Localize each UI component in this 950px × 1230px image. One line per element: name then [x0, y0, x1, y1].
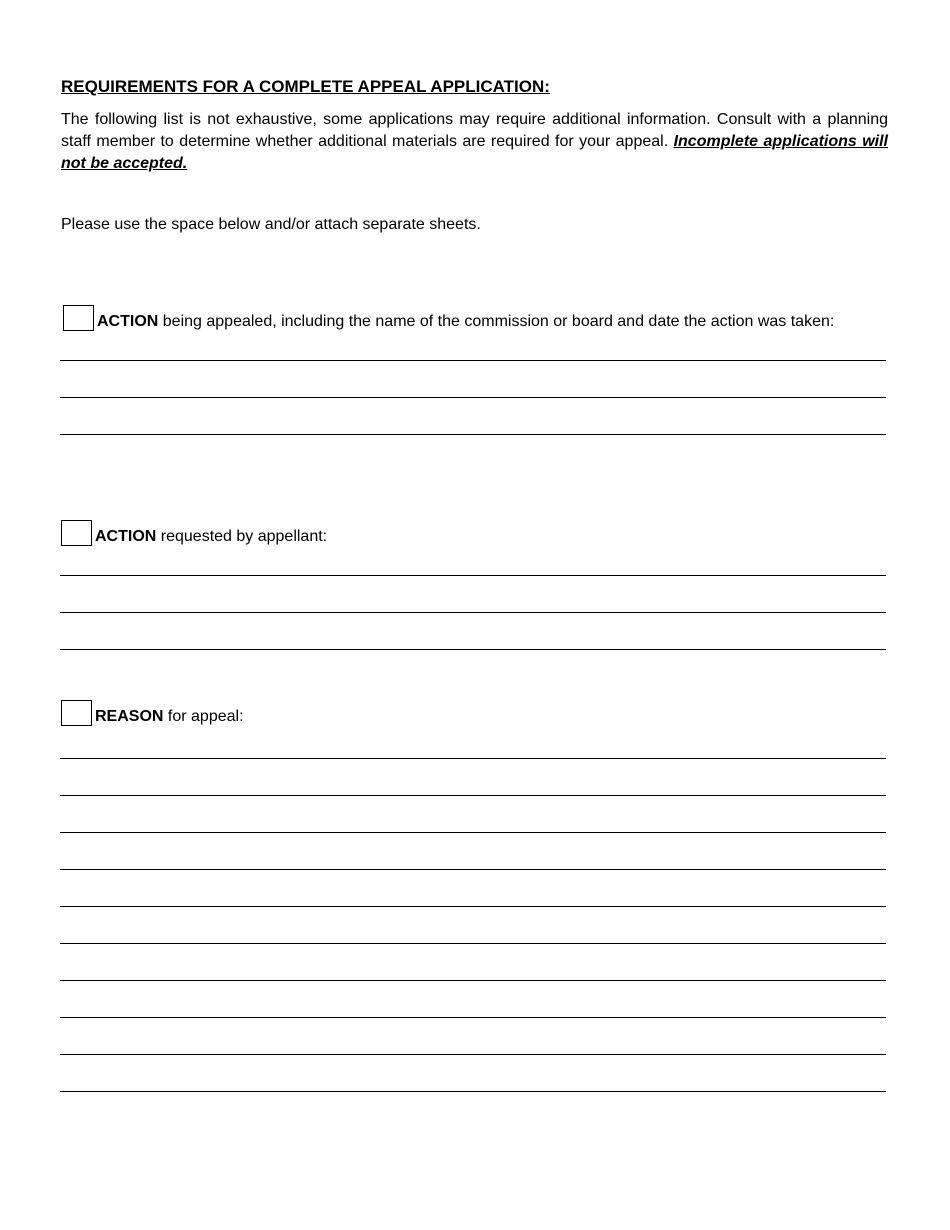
reason-line-1[interactable] — [60, 758, 886, 759]
reason-checkbox[interactable] — [61, 700, 92, 726]
intro-text: The following list is not exhaustive, some applications may require additional information. Consult with a planning staff member to determine whether additional materials are required for your appeal. — [61, 111, 888, 150]
action-appealed-line-3[interactable] — [60, 434, 886, 435]
action-requested-line-3[interactable] — [60, 649, 886, 650]
action-appealed-line-1[interactable] — [60, 360, 886, 361]
intro-paragraph — [61, 109, 888, 175]
reason-line-4[interactable] — [60, 869, 886, 870]
action-requested-line-1[interactable] — [60, 575, 886, 576]
instructions-note: Please use the space below and/or attach separate sheets. — [61, 216, 481, 233]
action-appealed-keyword: ACTION — [97, 313, 159, 330]
action-requested-line-2[interactable] — [60, 612, 886, 613]
reason-keyword: REASON — [95, 708, 164, 725]
reason-line-5[interactable] — [60, 906, 886, 907]
section-reason — [61, 700, 244, 726]
action-requested-label-rest: requested by appellant: — [156, 528, 328, 545]
reason-line-9[interactable] — [60, 1054, 886, 1055]
action-appealed-checkbox[interactable] — [63, 305, 94, 331]
reason-line-8[interactable] — [60, 1017, 886, 1018]
section-action-requested — [61, 520, 327, 546]
action-appealed-label — [97, 313, 834, 331]
reason-label — [95, 708, 244, 726]
page-heading: REQUIREMENTS FOR A COMPLETE APPEAL APPLICATION: — [61, 77, 550, 96]
section-action-appealed — [63, 305, 834, 331]
reason-line-2[interactable] — [60, 795, 886, 796]
action-requested-label — [95, 528, 327, 546]
reason-line-3[interactable] — [60, 832, 886, 833]
action-requested-checkbox[interactable] — [61, 520, 92, 546]
action-appealed-line-2[interactable] — [60, 397, 886, 398]
incomplete-warning: Incomplete applications will not be accepted. — [61, 133, 889, 172]
reason-line-7[interactable] — [60, 980, 886, 981]
action-appealed-label-rest: being appealed, including the name of the commission or board and date the action was taken: — [158, 313, 835, 330]
reason-line-10[interactable] — [60, 1091, 886, 1092]
reason-line-6[interactable] — [60, 943, 886, 944]
action-requested-keyword: ACTION — [95, 528, 157, 545]
reason-label-rest: for appeal: — [163, 708, 244, 725]
